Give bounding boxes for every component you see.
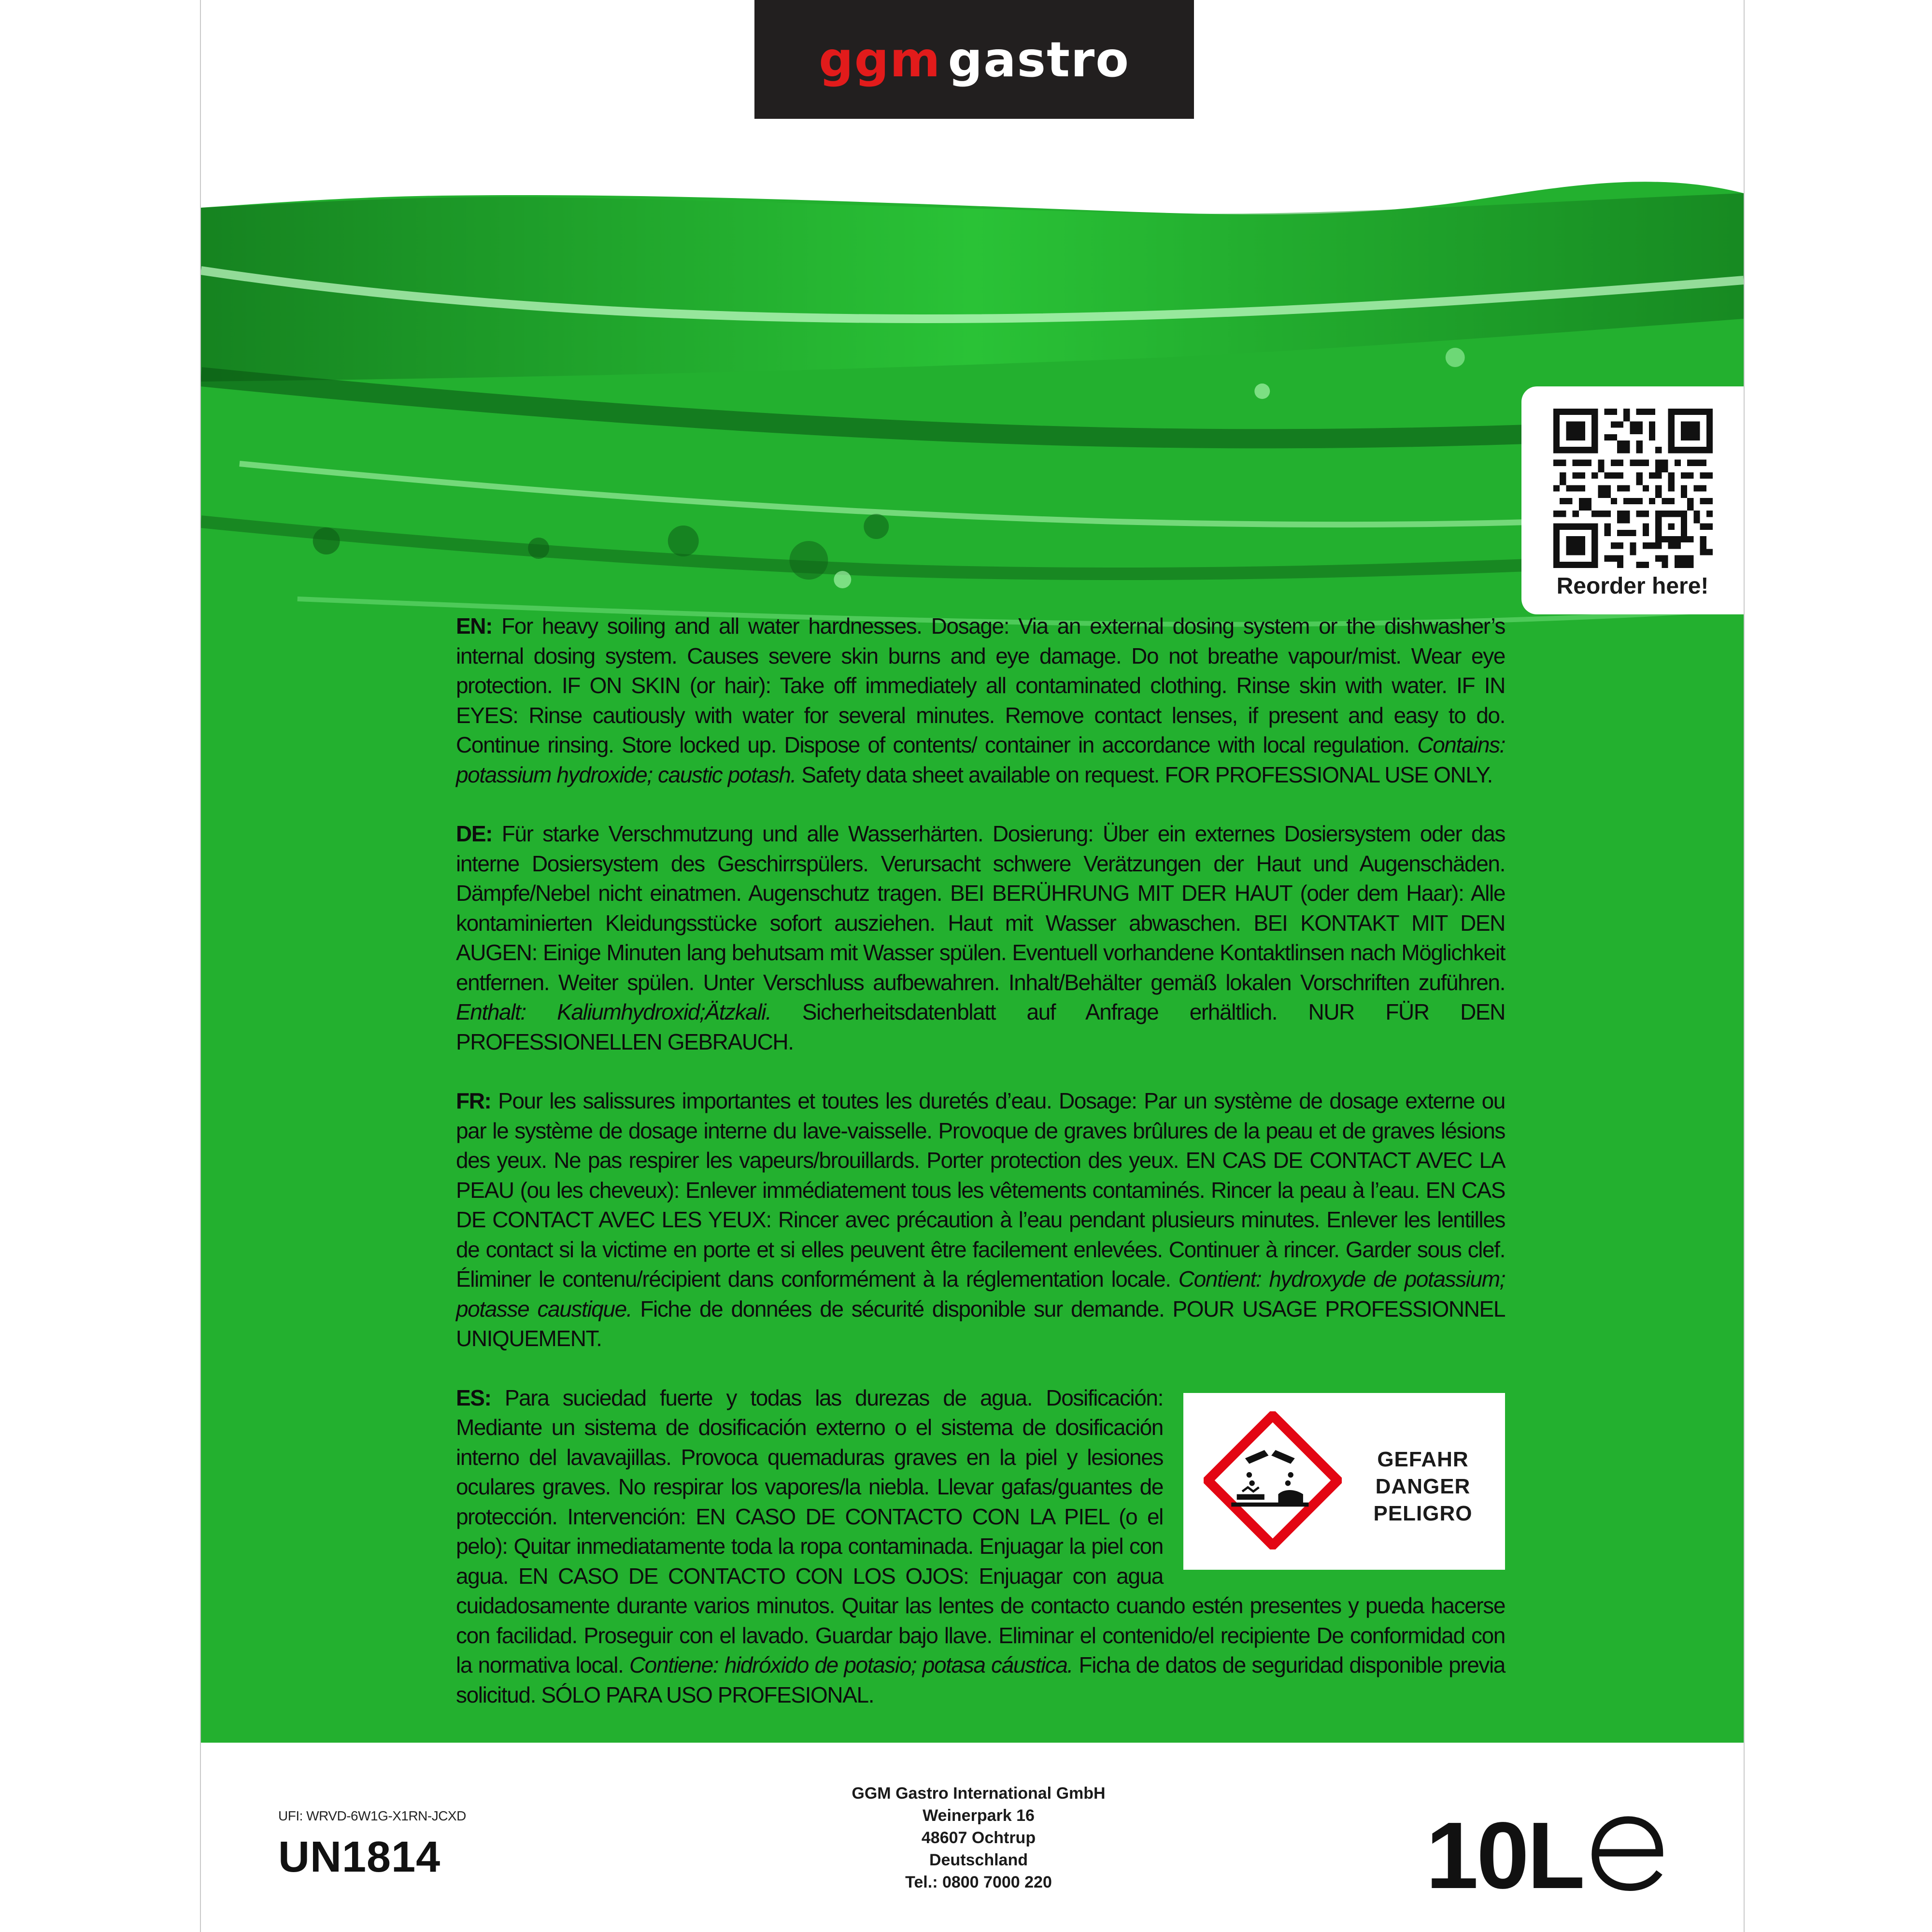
section-fr — [456, 1086, 1505, 1354]
company-country: Deutschland — [929, 1851, 1028, 1869]
de-contains: Enthalt: Kaliumhydroxid;Ätzkali. — [456, 999, 771, 1024]
fr-contains: Contient: hydroxyde de potassium; potasse caustique. — [456, 1266, 1506, 1321]
instruction-texts — [456, 611, 1505, 1710]
company-address — [713, 1782, 1244, 1893]
hazard-signal-words — [1350, 1446, 1495, 1527]
qr-caption: Reorder here! — [1556, 573, 1709, 599]
corrosion-icon — [1204, 1411, 1342, 1549]
en-contains: Contains: potassium hydroxide; caustic potash. — [456, 732, 1505, 787]
label-footer — [201, 1743, 1744, 1932]
qr-code-icon[interactable] — [1553, 409, 1713, 568]
lang-code-en: EN: — [456, 613, 493, 639]
section-en — [456, 611, 1505, 790]
reorder-qr-card[interactable] — [1521, 386, 1745, 614]
hazard-box — [1183, 1393, 1505, 1570]
en-text-after: Safety data sheet available on request. FOR PROFESSIONAL USE ONLY. — [801, 762, 1492, 787]
lang-code-es: ES: — [456, 1385, 491, 1410]
en-text-before: For heavy soiling and all water hardnesses. Dosage: Via an external dosing system or the dishwasher’s internal dosing system. Causes severe skin burns and eye damage. Do not breathe vapour/mist. Wear eye protection. IF ON SKIN (or hair): Take off immediately all contaminated clothing. Rinse skin with water. IF IN EYES: Rinse cautiously with water for several minutes. Remove contact lenses, if present and easy to do. Continue rinsing. Store locked up. Dispose of contents/ container in accordance with local regulation. — [456, 613, 1505, 757]
e-mark-icon — [1587, 1809, 1669, 1896]
ufi-code: UFI: WRVD-6W1G-X1RN-JCXD — [278, 1808, 466, 1823]
es-text-after: Ficha de datos de seguridad disponible previa solicitud. SÓLO PARA USO PROFESIONAL. — [456, 1652, 1505, 1707]
brand-logo-part2: gastro — [948, 31, 1130, 88]
company-street: Weinerpark 16 — [923, 1806, 1035, 1825]
section-es — [456, 1383, 1505, 1710]
brand-logo — [754, 0, 1194, 119]
es-contains: Contiene: hidróxido de potasio; potasa cáustica. — [629, 1652, 1073, 1677]
fr-text-after: Fiche de données de sécurité disponible sur demande. POUR USAGE PROFESSIONNEL UNIQUEMENT. — [456, 1296, 1506, 1351]
company-name: GGM Gastro International GmbH — [852, 1784, 1106, 1803]
un-number: UN1814 — [278, 1833, 441, 1881]
fr-text-before: Pour les salissures importantes et toutes les duretés d’eau. Dosage: Par un système de dosage externe ou par le système de dosage interne du lave-vaisselle. Provoque de graves brûlures de la peau et de graves lésions des yeux. Ne pas respirer les vapeurs/brouillards. Porter protection des yeux. EN CAS DE CONTACT AVEC LA PEAU (ou les cheveux): Enlever immédiatement tous les vêtements contaminés. Rincer la peau à l’eau. EN CAS DE CONTACT AVEC LES YEUX: Rincer avec précaution à l’eau pendant plusieurs minutes. Enlever les lentilles de contact si la victime en porte et si elles peuvent être facilement enlevées. Continuer à rincer. Garder sous clef. Éliminer le contenu/récipient dans conformément à la réglementation locale. — [456, 1088, 1505, 1292]
hazard-word-de: GEFAHR — [1377, 1447, 1469, 1471]
lang-code-fr: FR: — [456, 1088, 491, 1113]
es-text-before: Para suciedad fuerte y todas las durezas de agua. Dosificación: Mediante un sistema de dosificación externo o el sistema de dosificación interno del lavavajillas. Provoca quemaduras graves en la piel y lesiones oculares graves. No respirar los vapores/la niebla. Llevar gafas/guantes de protección. Intervención: EN CASO DE CONTACTO CON LA PIEL (o el pelo): Quitar inmediatamente toda la ropa contaminada. Enjuagar la piel con agua. EN CASO DE CONTACTO CON LOS OJOS: Enjuagar con agua cuidadosamente durante varios minutos. Quitar las lentes de contacto cuando estén presentes y pueda hacerse con facilidad. Proseguir con el lavado. Guardar bajo llave. Eliminar el contenido/el recipiente De conformidad con la normativa local. — [456, 1385, 1505, 1677]
volume-label: 10L — [1426, 1803, 1583, 1908]
product-label — [200, 0, 1745, 1932]
company-city: 48607 Ochtrup — [921, 1829, 1036, 1847]
hazard-word-es: PELIGRO — [1373, 1501, 1473, 1525]
brand-logo-part1: ggm — [819, 31, 941, 88]
lang-code-de: DE: — [456, 821, 493, 846]
hazard-word-en: DANGER — [1375, 1474, 1471, 1498]
de-text-before: Für starke Verschmutzung und alle Wasserhärten. Dosierung: Über ein externes Dosiersystem oder das interne Dosiersystem des Geschirrspülers. Verursacht schwere Verätzungen der Haut und Augenschäden. Dämpfe/Nebel nicht einatmen. Augenschutz tragen. BEI BERÜHRUNG MIT DER HAUT (oder dem Haar): Alle kontaminierten Kleidungsstücke sofort ausziehen. Haut mit Wasser abwaschen. BEI KONTAKT MIT DEN AUGEN: Einige Minuten lang behutsam mit Wasser spülen. Eventuell vorhandene Kontaktlinsen nach Möglichkeit entfernen. Weiter spülen. Unter Verschluss aufbewahren. Inhalt/Behälter gemäß lokalen Vorschriften zuführen. — [456, 821, 1505, 995]
company-phone: Tel.: 0800 7000 220 — [905, 1873, 1052, 1891]
de-text-after: Sicherheitsdatenblatt auf Anfrage erhältlich. NUR FÜR DEN PROFESSIONELLEN GEBRAUCH. — [456, 999, 1505, 1054]
section-de — [456, 819, 1505, 1057]
